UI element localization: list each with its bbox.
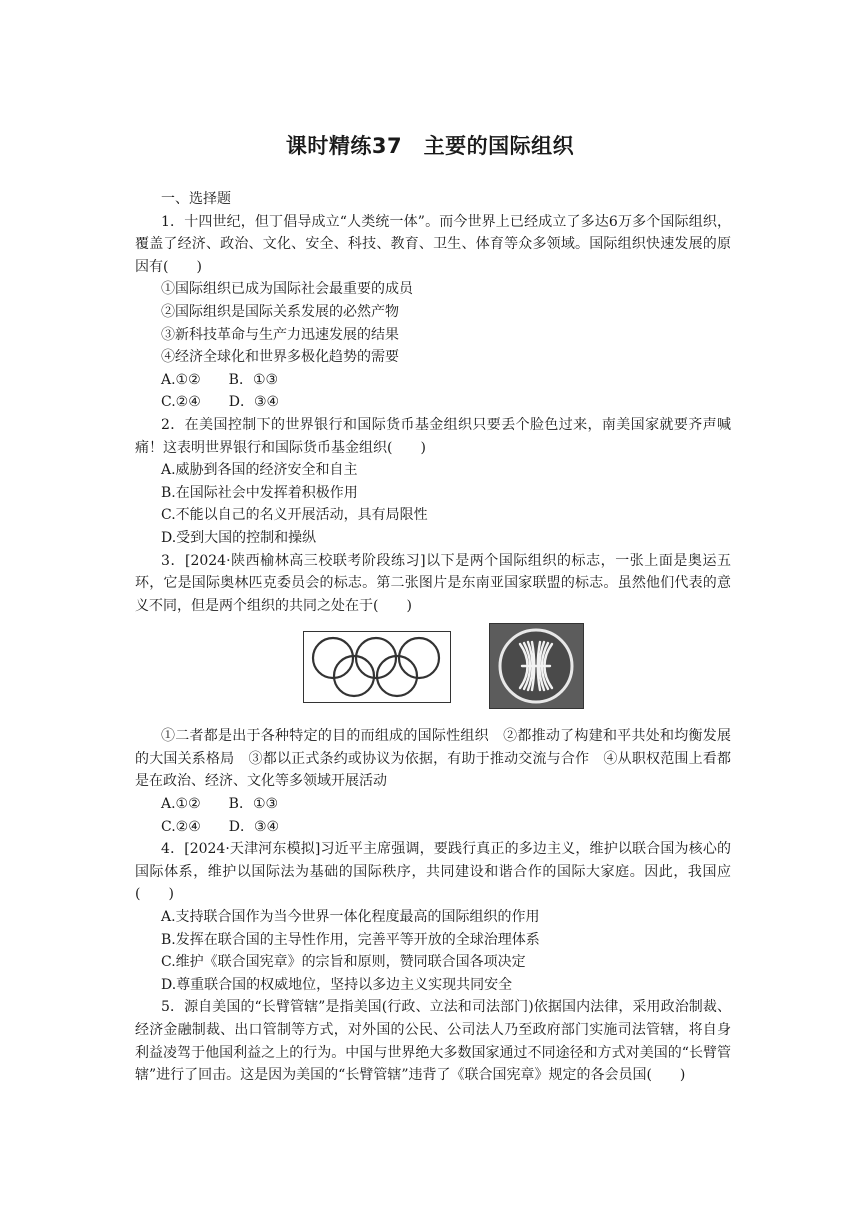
question-1-item: ③新科技革命与生产力迅速发展的结果 (161, 326, 399, 343)
question-4-choice: D.尊重联合国的权威地位，坚持以多边主义实现共同安全 (161, 976, 513, 993)
question-1-stem: 1．十四世纪，但丁倡导成立“人类统一体”。而今世界上已经成立了多达6万多个国际组织，覆盖了经济、政治、文化、安全、科技、教育、卫生、体育等众多领域。国际组织快速发展的原因有( ) (135, 213, 731, 275)
question-1-item: ①国际组织已成为国际社会最重要的成员 (161, 281, 413, 298)
question-4-choice: A.支持联合国作为当今世界一体化程度最高的国际组织的作用 (161, 909, 540, 926)
question-3-choices: C.②④ D．③④ (161, 818, 280, 835)
question-4-choice: C.维护《联合国宪章》的宗旨和原则，赞同联合国各项决定 (161, 954, 526, 971)
asean-rice-stalks-icon (490, 624, 582, 707)
olympic-rings-icon (304, 632, 449, 701)
question-2-stem: 2．在美国控制下的世界银行和国际货币基金组织只要丢个脸色过来，南美国家就要齐声喊痛！这表明世界银行和国际货币基金组织( ) (135, 416, 731, 456)
question-2-choice: A.威胁到各国的经济安全和自主 (161, 462, 358, 479)
question-4-choice: B.发挥在联合国的主导性作用，完善平等开放的全球治理体系 (161, 931, 540, 948)
asean-emblem-logo (489, 623, 584, 709)
section-heading: 一、选择题 (161, 191, 231, 207)
question-1-item: ②国际组织是国际关系发展的必然产物 (161, 303, 399, 320)
question-2-choice: D.受到大国的控制和操纵 (161, 529, 317, 546)
question-3-stem: 3．[2024·陕西榆林高三校联考阶段练习]以下是两个国际组织的标志，一张上面是奥运五环，它是国际奥林匹克委员会的标志。第二张图片是东南亚国家联盟的标志。虽然他们代表的意义不同，但是两个组织的共同之处在于( ) (135, 552, 731, 614)
question-list (135, 188, 731, 1087)
question-4-stem: 4．[2024·天津河东模拟]习近平主席强调，要践行真正的多边主义，维护以联合国为核心的国际体系，维护以国际法为基础的国际秩序，共同建设和谐合作的国际大家庭。因此，我国应( ) (135, 841, 731, 903)
olympic-rings-logo (303, 631, 451, 703)
question-2-choice: C.不能以自己的名义开展活动，具有局限性 (161, 507, 428, 524)
page-title: 课时精练37 主要的国际组织 (285, 134, 575, 158)
question-2-choice: B.在国际社会中发挥着积极作用 (161, 484, 358, 501)
question-1-choices: C.②④ D．③④ (161, 394, 280, 411)
question-3-items: ①二者都是出于各种特定的目的而组成的国际性组织 ②都推动了构建和平共处和均衡发展的大国关系格局 ③都以正式条约或协议为依据，有助于推动交流与合作 ④从职权范围上看都是在政治、经济、文化等多领域开展活动 (135, 728, 731, 790)
question-3-choices: A.①② B．①③ (161, 796, 279, 813)
question-5-stem: 5．源自美国的“长臂管辖”是指美国(行政、立法和司法部门)依据国内法律，采用政治制裁、经济金融制裁、出口管制等方式，对外国的公民、公司法人乃至政府部门实施司法管辖，将自身利益凌驾于他国利益之上的行为。中国与世界绝大多数国家通过不同途径和方式对美国的“长臂管辖”进行了回击。这是因为美国的“长臂管辖”违背了《联合国宪章》规定的各会员国( ) (135, 999, 731, 1084)
logos-figure (135, 623, 731, 725)
question-1-item: ④经济全球化和世界多极化趋势的需要 (161, 349, 399, 366)
question-1-choices: A.①② B．①③ (161, 371, 279, 388)
